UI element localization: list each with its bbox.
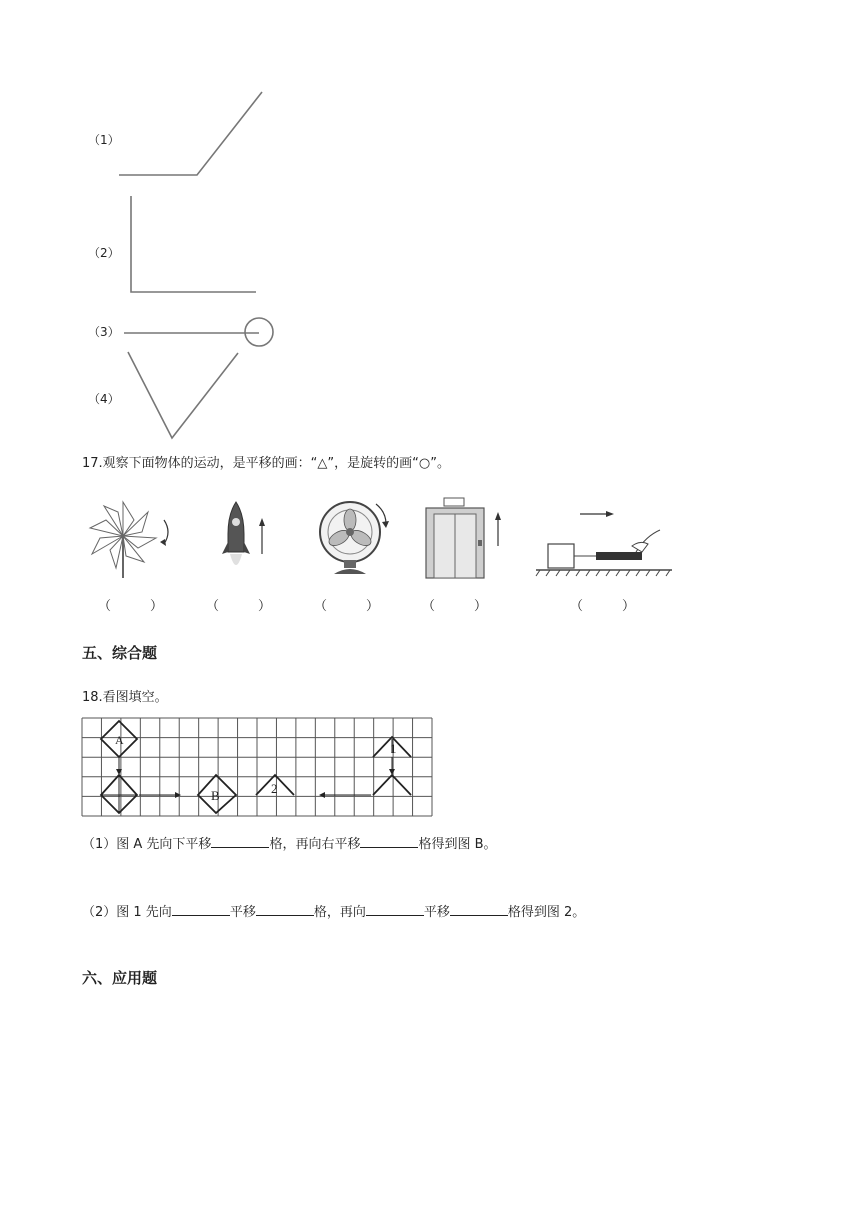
q16-label-4: （4） (88, 392, 120, 406)
answer-paren-box[interactable]: （ ） (570, 599, 636, 614)
answer-paren-pinwheel[interactable]: （ ） (98, 599, 164, 614)
grid-label-2: 2 (271, 781, 278, 796)
blank-1[interactable] (211, 835, 269, 848)
grid-label-1: 1 (390, 741, 397, 756)
rocket-icon (218, 498, 278, 582)
elevator-icon (424, 496, 514, 582)
blank-3[interactable] (172, 903, 230, 916)
q16-label-1: （1） (88, 133, 120, 147)
answer-paren-rocket[interactable]: （ ） (206, 599, 272, 614)
q16-label-3: （3） (88, 325, 120, 339)
angle-1 (119, 92, 262, 175)
angle-2 (131, 196, 256, 292)
blank-4[interactable] (256, 903, 314, 916)
section-heading-5: 五、综合题 (82, 644, 158, 662)
q16-angle-figures (0, 0, 860, 460)
blank-6[interactable] (450, 903, 508, 916)
answer-paren-elevator[interactable]: （ ） (422, 599, 488, 614)
pinwheel-icon (86, 498, 176, 580)
q18-line-1: （1）图 A 先向下平移 格，再向右平移 格得到图 B。 (82, 837, 497, 852)
q17-prompt: 17.观察下面物体的运动，是平移的画：“△”，是旋转的画“○”。 (82, 456, 450, 471)
angle-3-circle (245, 318, 273, 346)
blank-2[interactable] (360, 835, 418, 848)
q18-line-2: （2）图 1 先向 平移 格，再向 平移 格得到图 2。 (82, 905, 586, 920)
answer-paren-fan[interactable]: （ ） (314, 599, 380, 614)
blank-5[interactable] (366, 903, 424, 916)
q16-label-2: （2） (88, 246, 120, 260)
grid-label-b: B (211, 788, 220, 803)
q18-prompt: 18.看图填空。 (82, 690, 168, 705)
fan-icon (316, 498, 396, 580)
grid-label-a: A (115, 733, 124, 747)
shape-1-moved (373, 775, 411, 795)
section-heading-6: 六、应用题 (82, 969, 158, 987)
pulled-box-icon (534, 500, 674, 578)
translation-grid (81, 717, 433, 817)
angle-4 (128, 352, 238, 438)
